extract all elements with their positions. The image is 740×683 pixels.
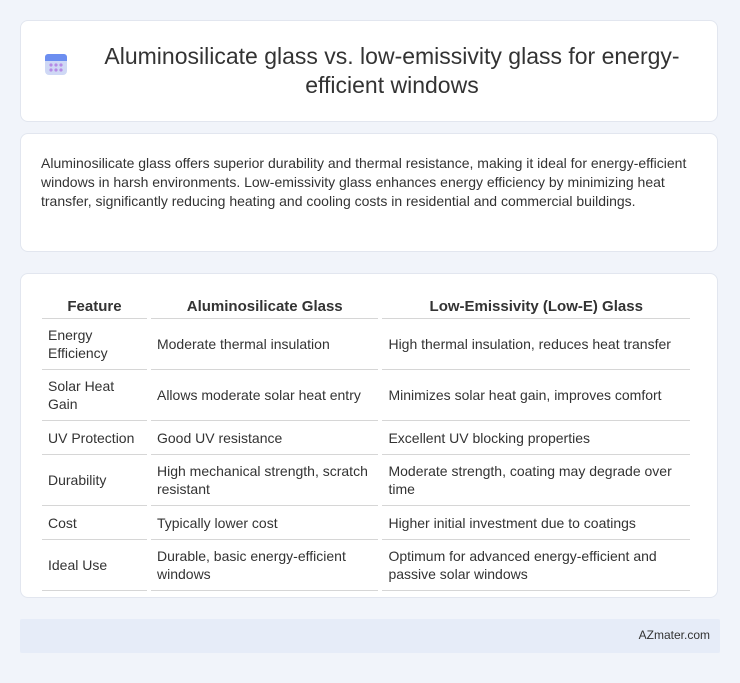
row-feature: UV Protection: [42, 421, 147, 455]
footer-brand: AZmater.com: [638, 628, 710, 642]
row-low-e: Minimizes solar heat gain, improves comfort: [382, 370, 690, 421]
column-header-feature: Feature: [42, 294, 147, 319]
column-header-aluminosilicate: Aluminosilicate Glass: [151, 294, 378, 319]
row-aluminosilicate: Durable, basic energy-efficient windows: [151, 540, 378, 591]
row-aluminosilicate: Moderate thermal insulation: [151, 319, 378, 370]
summary-card: [20, 133, 718, 252]
row-feature: Durability: [42, 455, 147, 506]
table-row: [42, 506, 690, 540]
row-low-e: Moderate strength, coating may degrade over time: [382, 455, 690, 506]
row-feature: Cost: [42, 506, 147, 540]
calendar-icon: [43, 51, 69, 77]
column-header-low-e: Low-Emissivity (Low-E) Glass: [382, 294, 690, 319]
table-row: [42, 540, 690, 591]
table-header-row: [42, 294, 690, 319]
table-row: [42, 421, 690, 455]
table-row: [42, 370, 690, 421]
row-low-e: High thermal insulation, reduces heat transfer: [382, 319, 690, 370]
row-feature: Ideal Use: [42, 540, 147, 591]
summary-text: Aluminosilicate glass offers superior durability and thermal resistance, making it ideal for energy-efficient windows in harsh environments. Low-emissivity glass enhances energy efficiency by minimizing heat transfer, significantly reducing heating and cooling costs in residential and commercial buildings.: [41, 155, 687, 209]
row-feature: Solar Heat Gain: [42, 370, 147, 421]
title-card: [20, 20, 718, 122]
row-low-e: Higher initial investment due to coatings: [382, 506, 690, 540]
title-wrap: [43, 21, 695, 121]
row-aluminosilicate: Good UV resistance: [151, 421, 378, 455]
row-low-e: Excellent UV blocking properties: [382, 421, 690, 455]
comparison-table-card: [20, 273, 718, 598]
footer-bar: [20, 619, 720, 653]
row-aluminosilicate: Allows moderate solar heat entry: [151, 370, 378, 421]
table-row: [42, 455, 690, 506]
row-aluminosilicate: Typically lower cost: [151, 506, 378, 540]
row-low-e: Optimum for advanced energy-efficient and passive solar windows: [382, 540, 690, 591]
row-aluminosilicate: High mechanical strength, scratch resistant: [151, 455, 378, 506]
page-title: Aluminosilicate glass vs. low-emissivity glass for energy-efficient windows: [104, 43, 680, 98]
table-row: [42, 319, 690, 370]
row-feature: Energy Efficiency: [42, 319, 147, 370]
comparison-table: [38, 294, 694, 591]
